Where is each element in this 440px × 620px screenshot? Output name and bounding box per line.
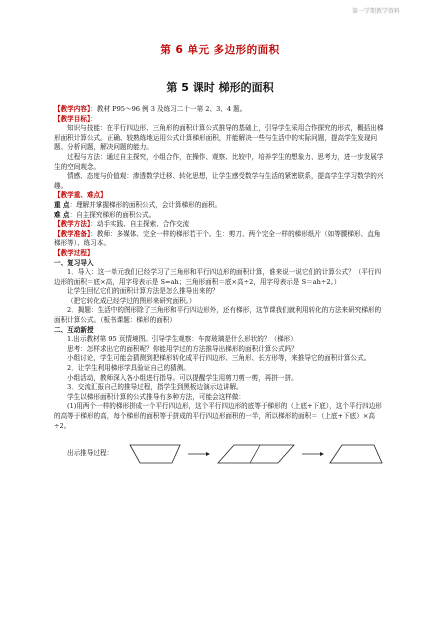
- derivation-label: 出示推导过程：: [67, 449, 114, 458]
- interactive-step-3: 3．交流汇报自己的推导过程，指学生到黑板边演示边讲解。: [67, 383, 243, 392]
- trapezoid-shape-2: [330, 445, 382, 463]
- goals-heading: [54, 115, 386, 125]
- prep-label: 【教学准备】: [54, 229, 91, 238]
- arrow-1-head: [206, 452, 210, 456]
- process-heading: [54, 249, 386, 259]
- interactive-think: 思考：怎样求出它的面积呢？你能用学过的方法推导出梯形的面积计算公式吗？: [67, 344, 298, 353]
- derivation-figure: [54, 435, 386, 469]
- content-label: 【教学内容】: [54, 105, 91, 113]
- trapezoid-shape-1: [130, 445, 180, 463]
- difficult-label: 难 点: [54, 210, 70, 219]
- goals-text: ：: [90, 114, 97, 123]
- interactive-method-1: (1)用两个一样的梯形拼成一个平行四边形，这个平行四边形的底等于梯形的（上底+下底），这个平行四边形的高等于梯形的高，每个梯形的面积等于拼成的平行四边形面积的一半，所以梯形的面积＝（上底+下底）×高÷2。: [54, 402, 382, 430]
- key-important: [54, 201, 386, 211]
- review-topic: 2．揭题：生活中的图形除了三角形和平行四边形外，还有梯形，这节课我们就利用转化的方法来研究梯形的面积计算公式。（板书课题：梯形的面积）: [54, 306, 382, 325]
- interactive-group: 小组活动，教师深入各小组进行指导。可以提醒学生用剪刀剪一剪，再拼一拼。: [67, 373, 298, 382]
- interactive-step-2: 2．让学生利用梯形学具验证自己的猜测。: [67, 364, 190, 373]
- goal-attitude: 情感、态度与价值观：渗透数学迁移、转化思想，让学生感受数学与生活的紧密联系，提高学生学习数学的兴趣。: [54, 172, 384, 190]
- prep-text: ：教师：多媒体、完全一样的梯形若干个。生：剪刀、两个完全一样的梯形纸片（如等腰梯形、直角梯形等）、练习本。: [54, 229, 381, 248]
- section-review: 一、复习导入: [54, 258, 94, 267]
- parallelogram-shape: [218, 445, 294, 463]
- section-interactive: 二、互动新授: [54, 325, 94, 334]
- prep-section: [54, 230, 386, 249]
- goals-label: 【教学目标】: [54, 114, 91, 123]
- key-label: 【教学重、难点】: [54, 191, 107, 200]
- method-text: ：动手实践、自主探索、合作交流: [90, 220, 190, 229]
- header-note: 第一学期教学资料: [351, 8, 400, 15]
- interactive-methods: 学生以梯形面积计算的公式推导有多种方法，可能会这样做：: [67, 392, 246, 401]
- goal-knowledge: 知识与技能：在平行四边形、三角形的面积计算公式推导的基础上，引导学生采用合作探究的形式，概括出梯形面积计算公式。正确、较熟练地运用公式计算梯形面积，并能解决一些与生活中的实际问题，提高学生发现问题、分析问题，解决问题的能力。: [54, 124, 384, 152]
- important-text: ：理解并掌握梯形的面积公式，会计算梯形的面积。: [69, 200, 222, 209]
- arrow-2-head: [320, 452, 324, 456]
- difficult-text: ：自主探究梯形的面积公式。: [69, 210, 156, 219]
- unit-title: 第 6 单元 多边形的面积: [160, 44, 280, 56]
- process-label: 【教学过程】: [54, 248, 94, 257]
- review-intro: 1．导入：这一单元我们已经学习了三角形和平行四边形的面积计算，谁来说一说它们的计算公式？（平行四边形的面积＝底×高，用字母表示是 S=ah；三角形面积＝底×高÷2，用字母表示是 S＝ah÷2。）: [54, 268, 382, 286]
- important-label: 重 点: [54, 200, 70, 209]
- review-answer: （把它转化成已经学过的图形来研究面积。）: [67, 296, 196, 305]
- trapezoid-diagram: [124, 435, 384, 469]
- key-heading: [54, 191, 386, 201]
- review-recall: 让学生回忆它们的面积计算方法是怎么推导出来的？: [67, 287, 219, 296]
- document-page: [54, 42, 386, 469]
- split-line: [250, 445, 260, 463]
- lesson-title: 第 5 课时 梯形的面积: [166, 81, 274, 94]
- goal-process: 过程与方法：通过自主探究，小组合作，在操作、观察、比较中，培养学生的想象力、思考力，进一步发展学生的空间观念。: [54, 152, 384, 171]
- interactive-discuss: 小组讨论，学生可能会猜测到把梯形转化成平行四边形、三角形、长方形等，来推导它的面积计算公式。: [67, 354, 371, 363]
- content-text: ：教材 P95～96 例 3 及练习二十一第 2、3、4 题。: [90, 105, 247, 113]
- content-section: [54, 105, 386, 115]
- key-difficult: [54, 211, 386, 221]
- interactive-step-1: 1.出示教材第 95 页情境图。引导学生观察：车窗玻璃是什么形状的？（梯形）: [67, 335, 297, 344]
- method-section: [54, 220, 386, 230]
- method-label: 【教学方法】: [54, 220, 91, 229]
